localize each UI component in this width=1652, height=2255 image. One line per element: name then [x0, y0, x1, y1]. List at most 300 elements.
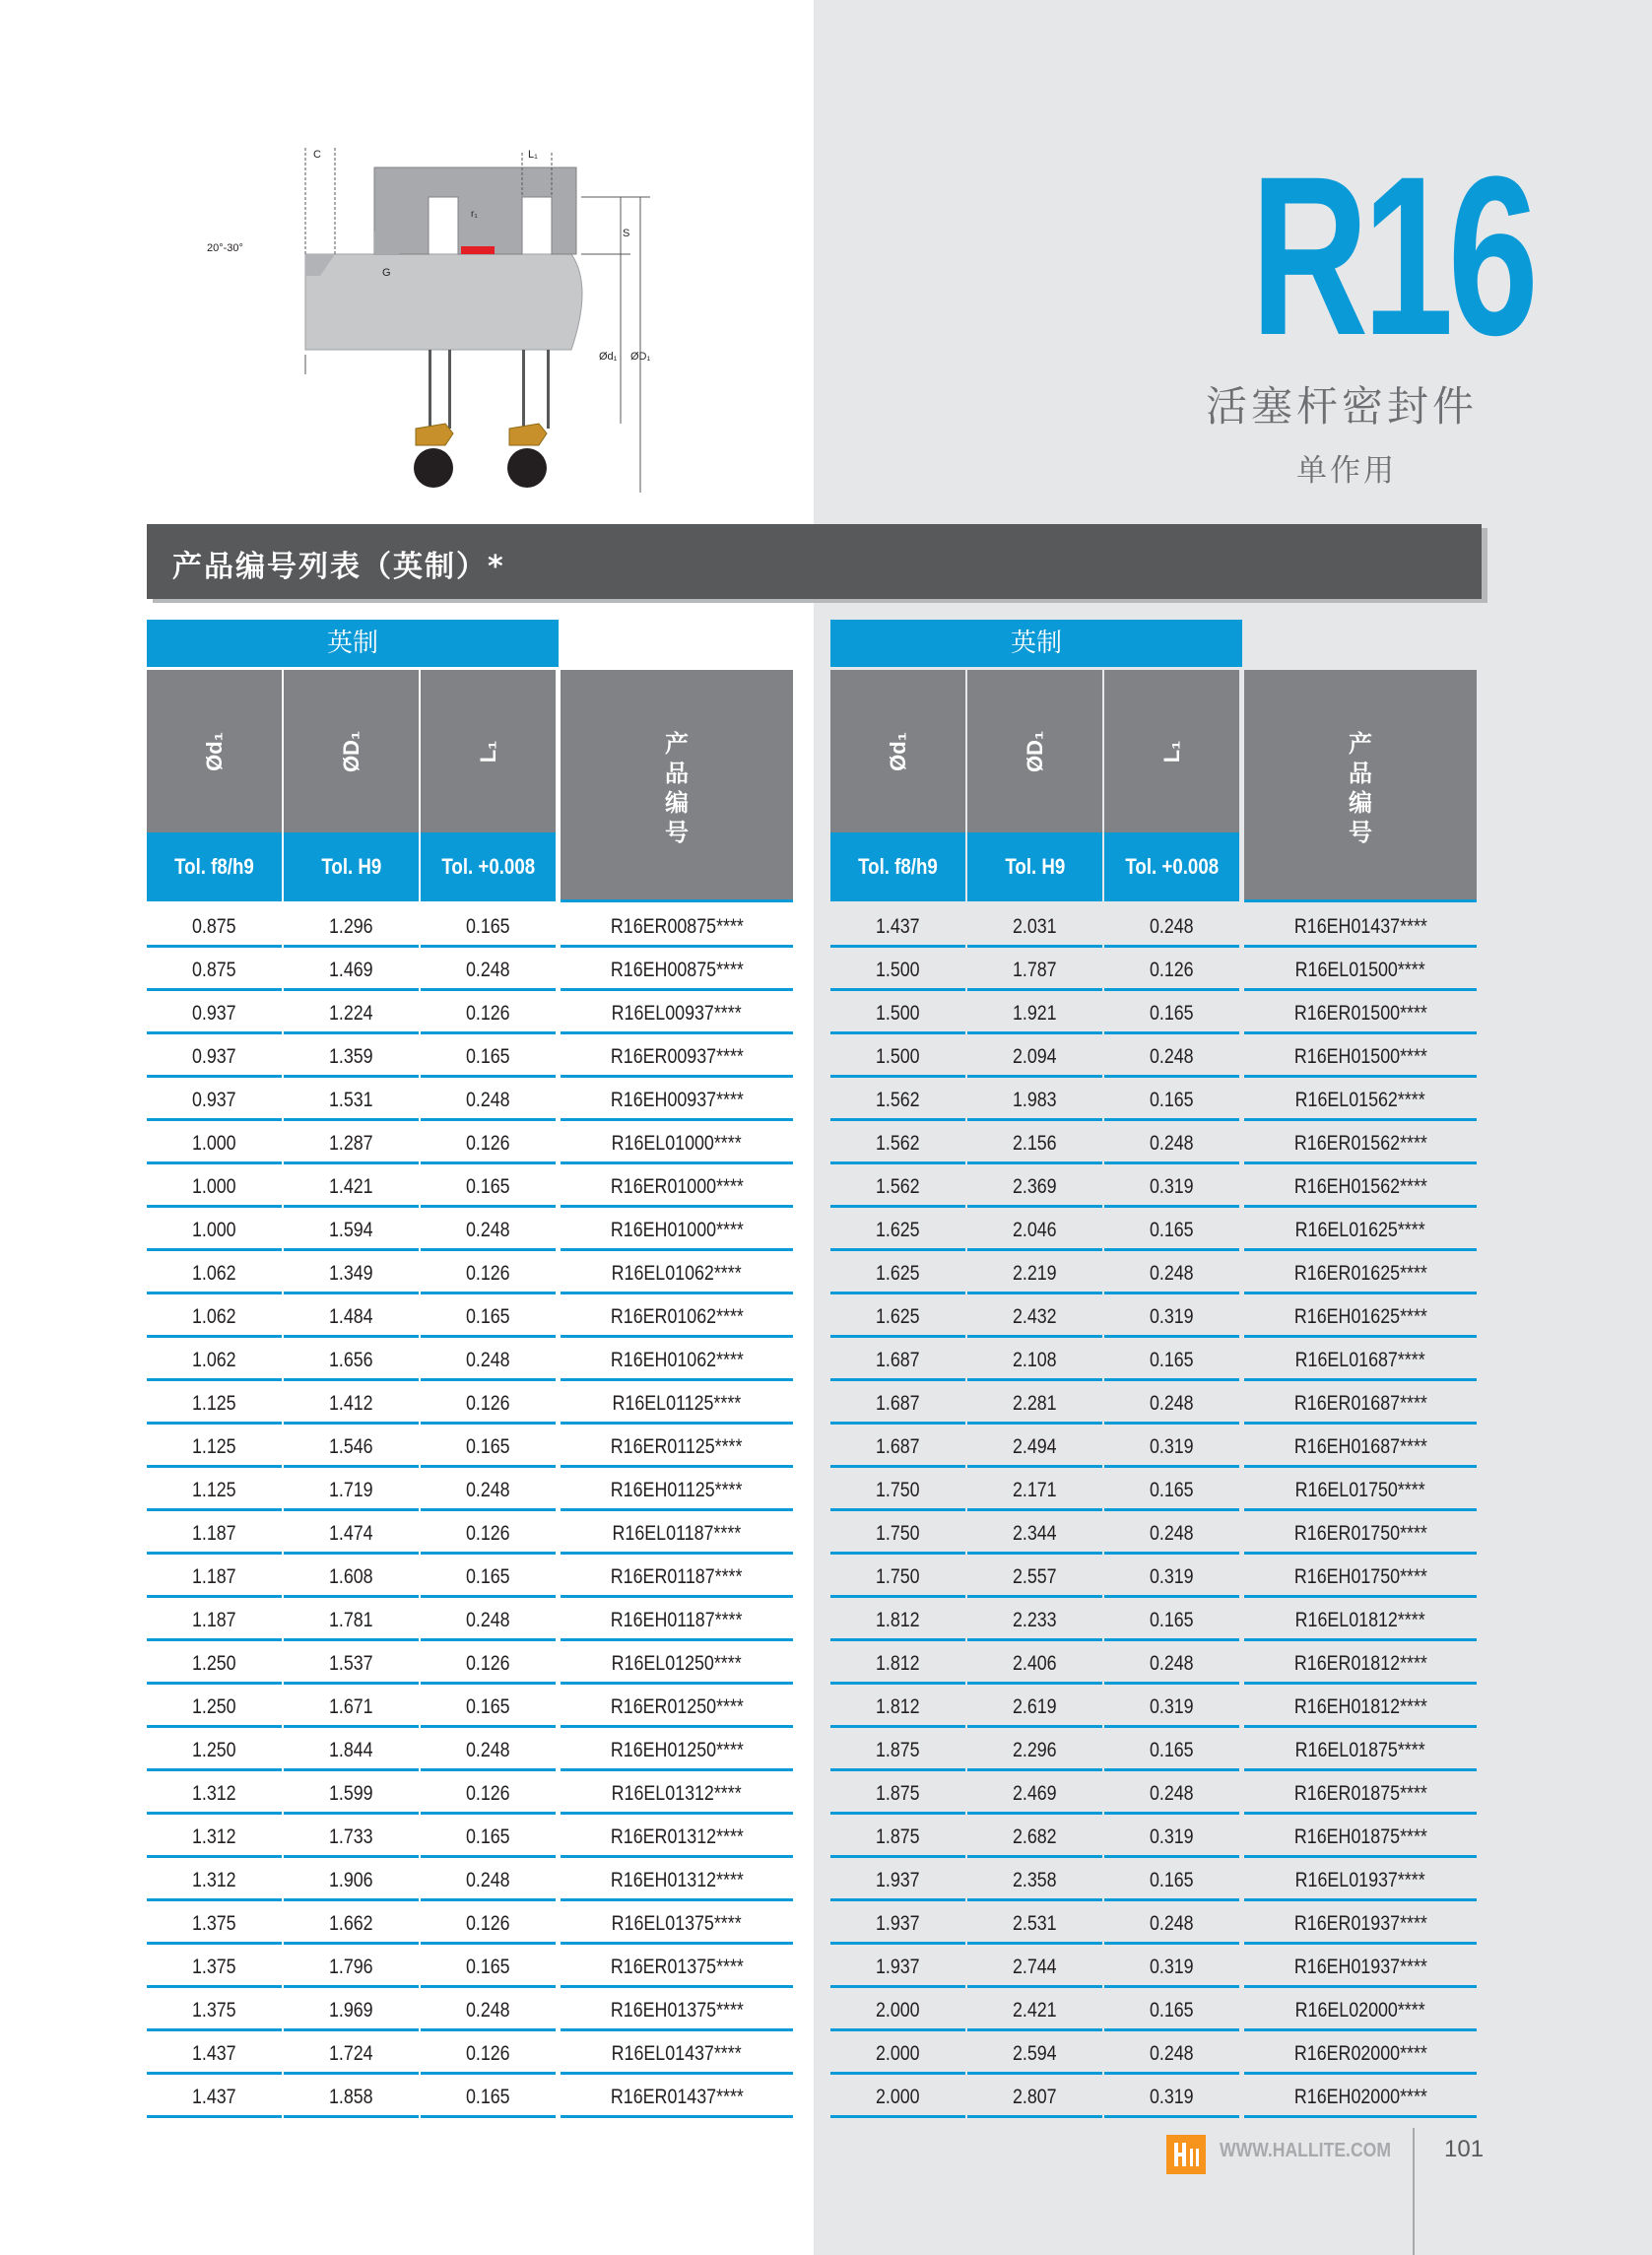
- cell-D1: 2.682: [967, 1816, 1102, 1859]
- cell-product-code: R16EH01000****: [561, 1209, 793, 1252]
- cell-product-code: R16ER01437****: [561, 2076, 793, 2119]
- cell-d1: 1.312: [147, 1816, 282, 1859]
- cell-product-code: R16EH01687****: [1244, 1426, 1477, 1469]
- cell-L1: 0.319: [1104, 1816, 1239, 1859]
- cell-d1: 1.000: [147, 1209, 282, 1252]
- cell-D1: 1.656: [284, 1339, 419, 1382]
- cell-L1: 0.165: [1104, 1339, 1239, 1382]
- cell-product-code: R16EH02000****: [1244, 2076, 1477, 2119]
- cell-L1: 0.165: [1104, 1469, 1239, 1512]
- cell-L1: 0.248: [1104, 1772, 1239, 1816]
- cell-L1: 0.165: [1104, 1989, 1239, 2032]
- svg-text:C: C: [313, 149, 321, 161]
- hallite-logo-icon: [1166, 2135, 1206, 2174]
- table-row: [147, 1295, 797, 1339]
- cell-D1: 1.594: [284, 1209, 419, 1252]
- cell-product-code: R16ER01687****: [1244, 1382, 1477, 1426]
- table-row: [147, 1426, 797, 1469]
- table-row: [830, 1772, 1481, 1816]
- cell-product-code: R16EL01187****: [561, 1512, 793, 1556]
- cell-D1: 1.546: [284, 1426, 419, 1469]
- cell-D1: 1.349: [284, 1252, 419, 1295]
- col-header-d1: Ød₁: [830, 670, 965, 832]
- cell-d1: 1.437: [830, 905, 965, 949]
- cell-d1: 0.937: [147, 992, 282, 1035]
- cell-L1: 0.165: [421, 1946, 556, 1989]
- cell-L1: 0.248: [1104, 1252, 1239, 1295]
- tol-header-D1: Tol. H9: [284, 832, 419, 901]
- table-row: [830, 1599, 1481, 1642]
- cell-product-code: R16EH01875****: [1244, 1816, 1477, 1859]
- cell-D1: 2.494: [967, 1426, 1102, 1469]
- cell-d1: 1.375: [147, 1946, 282, 1989]
- table-row: [830, 1556, 1481, 1599]
- cell-product-code: R16EH00875****: [561, 949, 793, 992]
- cell-L1: 0.126: [421, 1512, 556, 1556]
- cell-L1: 0.126: [421, 1122, 556, 1165]
- table-row: [830, 1729, 1481, 1772]
- cell-D1: 1.474: [284, 1512, 419, 1556]
- cell-d1: 1.625: [830, 1295, 965, 1339]
- cell-D1: 2.619: [967, 1686, 1102, 1729]
- table-row: [147, 1902, 797, 1946]
- cell-d1: 1.187: [147, 1599, 282, 1642]
- table-row: [147, 949, 797, 992]
- cell-D1: 2.233: [967, 1599, 1102, 1642]
- cell-product-code: R16EL00937****: [561, 992, 793, 1035]
- cell-product-code: R16ER01000****: [561, 1165, 793, 1209]
- cell-L1: 0.126: [421, 1642, 556, 1686]
- unit-header: 英制: [147, 620, 559, 667]
- cell-product-code: R16EL01750****: [1244, 1469, 1477, 1512]
- table-row: [147, 1252, 797, 1295]
- cell-product-code: R16EL01312****: [561, 1772, 793, 1816]
- cell-d1: 0.875: [147, 949, 282, 992]
- cell-D1: 2.406: [967, 1642, 1102, 1686]
- cell-d1: 1.750: [830, 1512, 965, 1556]
- cell-L1: 0.165: [1104, 1209, 1239, 1252]
- cell-L1: 0.165: [421, 1035, 556, 1079]
- table-row: [147, 905, 797, 949]
- cell-product-code: R16EL01500****: [1244, 949, 1477, 992]
- cell-d1: 1.937: [830, 1859, 965, 1902]
- cell-L1: 0.248: [421, 1989, 556, 2032]
- cell-d1: 1.500: [830, 992, 965, 1035]
- cell-d1: 1.937: [830, 1946, 965, 1989]
- table-row: [147, 1989, 797, 2032]
- col-header-L1: L₁: [421, 670, 556, 832]
- cell-d1: 1.812: [830, 1599, 965, 1642]
- cell-L1: 0.248: [1104, 1902, 1239, 1946]
- table-row: [147, 1859, 797, 1902]
- svg-text:S: S: [623, 228, 630, 239]
- table-row: [147, 1946, 797, 1989]
- table-row: [830, 1902, 1481, 1946]
- cell-D1: 1.671: [284, 1686, 419, 1729]
- cell-product-code: R16ER01937****: [1244, 1902, 1477, 1946]
- cell-d1: 1.250: [147, 1642, 282, 1686]
- cell-D1: 1.969: [284, 1989, 419, 2032]
- cell-L1: 0.126: [421, 1772, 556, 1816]
- cell-D1: 2.469: [967, 1772, 1102, 1816]
- table-row: [147, 1599, 797, 1642]
- cell-d1: 1.437: [147, 2032, 282, 2076]
- table-row: [147, 1469, 797, 1512]
- cell-d1: 1.375: [147, 1989, 282, 2032]
- cell-D1: 1.359: [284, 1035, 419, 1079]
- cell-L1: 0.126: [1104, 949, 1239, 992]
- cell-D1: 2.046: [967, 1209, 1102, 1252]
- footer-url[interactable]: WWW.HALLITE.COM: [1220, 2140, 1392, 2161]
- cell-product-code: R16ER01312****: [561, 1816, 793, 1859]
- cell-d1: 1.375: [147, 1902, 282, 1946]
- cell-product-code: R16EH01250****: [561, 1729, 793, 1772]
- cell-d1: 1.125: [147, 1426, 282, 1469]
- table-row: [830, 2032, 1481, 2076]
- cell-d1: 1.875: [830, 1772, 965, 1816]
- table-row: [830, 1859, 1481, 1902]
- cell-L1: 0.248: [421, 1339, 556, 1382]
- cell-d1: 1.062: [147, 1252, 282, 1295]
- table-row: [147, 1816, 797, 1859]
- cell-L1: 0.248: [1104, 1642, 1239, 1686]
- cell-d1: 1.625: [830, 1252, 965, 1295]
- cell-D1: 2.594: [967, 2032, 1102, 2076]
- cell-product-code: R16EL01625****: [1244, 1209, 1477, 1252]
- table-row: [147, 1556, 797, 1599]
- table-row: [147, 1512, 797, 1556]
- table-row: [830, 1989, 1481, 2032]
- cell-D1: 2.369: [967, 1165, 1102, 1209]
- cell-product-code: R16ER00875****: [561, 905, 793, 949]
- cell-L1: 0.165: [1104, 1079, 1239, 1122]
- header-underline: [561, 899, 793, 902]
- cell-D1: 1.724: [284, 2032, 419, 2076]
- cell-D1: 1.906: [284, 1859, 419, 1902]
- cell-L1: 0.248: [421, 1859, 556, 1902]
- cell-L1: 0.319: [1104, 1946, 1239, 1989]
- cell-product-code: R16EH01562****: [1244, 1165, 1477, 1209]
- table-row: [830, 1469, 1481, 1512]
- cell-d1: 1.937: [830, 1902, 965, 1946]
- cell-d1: 1.250: [147, 1686, 282, 1729]
- cell-L1: 0.248: [1104, 1122, 1239, 1165]
- cell-L1: 0.165: [1104, 1729, 1239, 1772]
- cell-D1: 1.296: [284, 905, 419, 949]
- cell-d1: 0.875: [147, 905, 282, 949]
- cell-D1: 2.281: [967, 1382, 1102, 1426]
- tol-header-L1: Tol. +0.008: [1104, 832, 1239, 901]
- cell-L1: 0.126: [421, 2032, 556, 2076]
- cell-product-code: R16EL01812****: [1244, 1599, 1477, 1642]
- table-row: [147, 1729, 797, 1772]
- table-row: [147, 1209, 797, 1252]
- cell-D1: 1.719: [284, 1469, 419, 1512]
- cell-product-code: R16ER01562****: [1244, 1122, 1477, 1165]
- cell-D1: 1.608: [284, 1556, 419, 1599]
- section-header-bar: [147, 524, 1482, 599]
- cell-L1: 0.126: [421, 1382, 556, 1426]
- cell-product-code: R16EH01937****: [1244, 1946, 1477, 1989]
- cell-L1: 0.126: [421, 1252, 556, 1295]
- col-header-D1: ØD₁: [284, 670, 419, 832]
- table-row: [830, 2076, 1481, 2119]
- cell-d1: 1.812: [830, 1642, 965, 1686]
- cell-L1: 0.165: [421, 1165, 556, 1209]
- cell-L1: 0.248: [1104, 1035, 1239, 1079]
- svg-text:L₁: L₁: [528, 149, 538, 161]
- cell-L1: 0.165: [1104, 1599, 1239, 1642]
- cell-L1: 0.248: [421, 949, 556, 992]
- cell-L1: 0.126: [421, 992, 556, 1035]
- cell-product-code: R16EH01125****: [561, 1469, 793, 1512]
- table-row: [147, 1642, 797, 1686]
- cell-product-code: R16ER01750****: [1244, 1512, 1477, 1556]
- cell-product-code: R16ER01812****: [1244, 1642, 1477, 1686]
- cell-d1: 1.062: [147, 1295, 282, 1339]
- svg-text:20°-30°: 20°-30°: [207, 242, 243, 254]
- table-row: [830, 1339, 1481, 1382]
- cell-d1: 1.500: [830, 949, 965, 992]
- cell-d1: 2.000: [830, 2076, 965, 2119]
- table-body-right: [830, 905, 1481, 2119]
- cell-product-code: R16EL01375****: [561, 1902, 793, 1946]
- cell-D1: 1.983: [967, 1079, 1102, 1122]
- cell-D1: 1.921: [967, 992, 1102, 1035]
- col-header-d1: Ød₁: [147, 670, 282, 832]
- seal-groove-diagram: [187, 138, 680, 502]
- cell-L1: 0.165: [421, 1426, 556, 1469]
- cell-product-code: R16EH01812****: [1244, 1686, 1477, 1729]
- svg-text:Ød₁: Ød₁: [599, 351, 618, 363]
- cell-product-code: R16EL01250****: [561, 1642, 793, 1686]
- cell-d1: 1.312: [147, 1772, 282, 1816]
- cell-product-code: R16EH01312****: [561, 1859, 793, 1902]
- cell-product-code: R16EH01500****: [1244, 1035, 1477, 1079]
- cell-product-code: R16ER01500****: [1244, 992, 1477, 1035]
- cell-product-code: R16EH01187****: [561, 1599, 793, 1642]
- cell-product-code: R16EL01687****: [1244, 1339, 1477, 1382]
- table-row: [147, 1035, 797, 1079]
- tol-header-d1: Tol. f8/h9: [830, 832, 965, 901]
- product-name: 活塞杆密封件: [1205, 382, 1478, 431]
- cell-D1: 1.733: [284, 1816, 419, 1859]
- cell-d1: 1.750: [830, 1556, 965, 1599]
- cell-L1: 0.319: [1104, 1556, 1239, 1599]
- cell-L1: 0.165: [421, 1556, 556, 1599]
- cell-D1: 1.287: [284, 1122, 419, 1165]
- cell-d1: 0.937: [147, 1035, 282, 1079]
- cell-product-code: R16ER01062****: [561, 1295, 793, 1339]
- cell-L1: 0.248: [1104, 2032, 1239, 2076]
- table-row: [830, 1946, 1481, 1989]
- cell-D1: 2.432: [967, 1295, 1102, 1339]
- cell-product-code: R16EH01375****: [561, 1989, 793, 2032]
- cell-L1: 0.165: [421, 1686, 556, 1729]
- cell-d1: 1.000: [147, 1165, 282, 1209]
- cell-L1: 0.165: [421, 2076, 556, 2119]
- table-row: [830, 1209, 1481, 1252]
- cell-D1: 2.296: [967, 1729, 1102, 1772]
- cell-L1: 0.248: [421, 1729, 556, 1772]
- table-row: [830, 1165, 1481, 1209]
- table-row: [830, 1122, 1481, 1165]
- cell-product-code: R16ER01125****: [561, 1426, 793, 1469]
- cell-D1: 2.094: [967, 1035, 1102, 1079]
- seal-element: [461, 246, 495, 254]
- cell-product-code: R16EH01062****: [561, 1339, 793, 1382]
- cell-product-code: R16EL01062****: [561, 1252, 793, 1295]
- cell-d1: 1.750: [830, 1469, 965, 1512]
- cell-D1: 2.156: [967, 1122, 1102, 1165]
- cell-D1: 1.599: [284, 1772, 419, 1816]
- cell-L1: 0.165: [421, 905, 556, 949]
- cell-d1: 1.187: [147, 1512, 282, 1556]
- cell-D1: 1.787: [967, 949, 1102, 992]
- cell-D1: 1.469: [284, 949, 419, 992]
- cell-d1: 1.562: [830, 1165, 965, 1209]
- table-row: [147, 1079, 797, 1122]
- page-number: 101: [1444, 2136, 1485, 2162]
- cell-D1: 1.421: [284, 1165, 419, 1209]
- cell-d1: 1.562: [830, 1122, 965, 1165]
- table-row: [147, 1122, 797, 1165]
- cell-product-code: R16ER02000****: [1244, 2032, 1477, 2076]
- cell-D1: 2.807: [967, 2076, 1102, 2119]
- cell-L1: 0.165: [421, 1295, 556, 1339]
- cell-L1: 0.248: [421, 1209, 556, 1252]
- cell-L1: 0.165: [1104, 1859, 1239, 1902]
- tol-header-d1: Tol. f8/h9: [147, 832, 282, 901]
- cell-D1: 2.744: [967, 1946, 1102, 1989]
- cell-L1: 0.248: [1104, 1512, 1239, 1556]
- col-header-product-code: 产品编号: [1244, 670, 1477, 901]
- cell-D1: 1.537: [284, 1642, 419, 1686]
- cell-d1: 1.187: [147, 1556, 282, 1599]
- table-row: [147, 2076, 797, 2119]
- table-row: [147, 2032, 797, 2076]
- table-row: [830, 1035, 1481, 1079]
- cell-d1: 1.875: [830, 1816, 965, 1859]
- cell-d1: 1.062: [147, 1339, 282, 1382]
- cell-d1: 1.687: [830, 1339, 965, 1382]
- cell-product-code: R16EH01750****: [1244, 1556, 1477, 1599]
- table-row: [830, 1816, 1481, 1859]
- title-block: [1162, 129, 1534, 490]
- table-row: [147, 1686, 797, 1729]
- cell-L1: 0.319: [1104, 1686, 1239, 1729]
- table-row: [830, 1295, 1481, 1339]
- cell-L1: 0.165: [421, 1816, 556, 1859]
- cell-D1: 1.484: [284, 1295, 419, 1339]
- cell-product-code: R16ER01625****: [1244, 1252, 1477, 1295]
- cell-D1: 1.796: [284, 1946, 419, 1989]
- cell-L1: 0.165: [1104, 992, 1239, 1035]
- col-header-D1: ØD₁: [967, 670, 1102, 832]
- cell-d1: 0.937: [147, 1079, 282, 1122]
- table-row: [830, 949, 1481, 992]
- col-header-L1: L₁: [1104, 670, 1239, 832]
- cell-L1: 0.319: [1104, 2076, 1239, 2119]
- header-underline: [1244, 899, 1477, 902]
- cell-d1: 1.875: [830, 1729, 965, 1772]
- cell-product-code: R16EH00937****: [561, 1079, 793, 1122]
- cell-L1: 0.248: [421, 1469, 556, 1512]
- product-subtitle: 单作用: [1296, 453, 1397, 489]
- cell-d1: 1.687: [830, 1382, 965, 1426]
- table-row: [830, 1426, 1481, 1469]
- table-row: [147, 1165, 797, 1209]
- cell-product-code: R16EL01937****: [1244, 1859, 1477, 1902]
- cell-product-code: R16ER01375****: [561, 1946, 793, 1989]
- svg-text:G: G: [382, 267, 391, 279]
- cell-L1: 0.319: [1104, 1426, 1239, 1469]
- cell-d1: 1.625: [830, 1209, 965, 1252]
- cell-d1: 1.125: [147, 1382, 282, 1426]
- product-code: R16: [1250, 129, 1534, 382]
- cell-d1: 1.562: [830, 1079, 965, 1122]
- section-title: 产品编号列表（英制）*: [172, 550, 505, 584]
- svg-text:ØD₁: ØD₁: [630, 351, 651, 363]
- table-row: [830, 905, 1481, 949]
- cell-d1: 1.000: [147, 1122, 282, 1165]
- cell-D1: 2.557: [967, 1556, 1102, 1599]
- cell-d1: 1.687: [830, 1426, 965, 1469]
- cell-d1: 1.812: [830, 1686, 965, 1729]
- cell-L1: 0.248: [421, 1599, 556, 1642]
- cell-D1: 2.108: [967, 1339, 1102, 1382]
- footer-divider: [1413, 2128, 1415, 2255]
- cell-L1: 0.319: [1104, 1295, 1239, 1339]
- cell-product-code: R16ER00937****: [561, 1035, 793, 1079]
- tol-header-D1: Tol. H9: [967, 832, 1102, 901]
- cell-D1: 1.531: [284, 1079, 419, 1122]
- col-header-product-code: 产品编号: [561, 670, 793, 901]
- cell-d1: 2.000: [830, 1989, 965, 2032]
- table-row: [830, 1512, 1481, 1556]
- cell-D1: 1.412: [284, 1382, 419, 1426]
- cell-product-code: R16EL01125****: [561, 1382, 793, 1426]
- cell-L1: 0.248: [421, 1079, 556, 1122]
- table-row: [830, 1642, 1481, 1686]
- cell-D1: 2.219: [967, 1252, 1102, 1295]
- cell-L1: 0.319: [1104, 1165, 1239, 1209]
- cell-D1: 2.531: [967, 1902, 1102, 1946]
- cell-product-code: R16ER01250****: [561, 1686, 793, 1729]
- table-row: [830, 1079, 1481, 1122]
- cell-D1: 2.171: [967, 1469, 1102, 1512]
- cell-product-code: R16EL01437****: [561, 2032, 793, 2076]
- cell-D1: 2.358: [967, 1859, 1102, 1902]
- cell-D1: 2.344: [967, 1512, 1102, 1556]
- cell-L1: 0.248: [1104, 1382, 1239, 1426]
- cell-d1: 1.500: [830, 1035, 965, 1079]
- cell-D1: 2.421: [967, 1989, 1102, 2032]
- cell-d1: 1.437: [147, 2076, 282, 2119]
- table-row: [147, 992, 797, 1035]
- cell-product-code: R16ER01187****: [561, 1556, 793, 1599]
- table-row: [147, 1382, 797, 1426]
- cell-product-code: R16EH01625****: [1244, 1295, 1477, 1339]
- cell-D1: 1.844: [284, 1729, 419, 1772]
- cell-L1: 0.248: [1104, 905, 1239, 949]
- unit-header: 英制: [830, 620, 1242, 667]
- cell-product-code: R16EL01562****: [1244, 1079, 1477, 1122]
- table-body-left: [147, 905, 797, 2119]
- table-row: [830, 1252, 1481, 1295]
- cell-product-code: R16EL01875****: [1244, 1729, 1477, 1772]
- table-row: [830, 992, 1481, 1035]
